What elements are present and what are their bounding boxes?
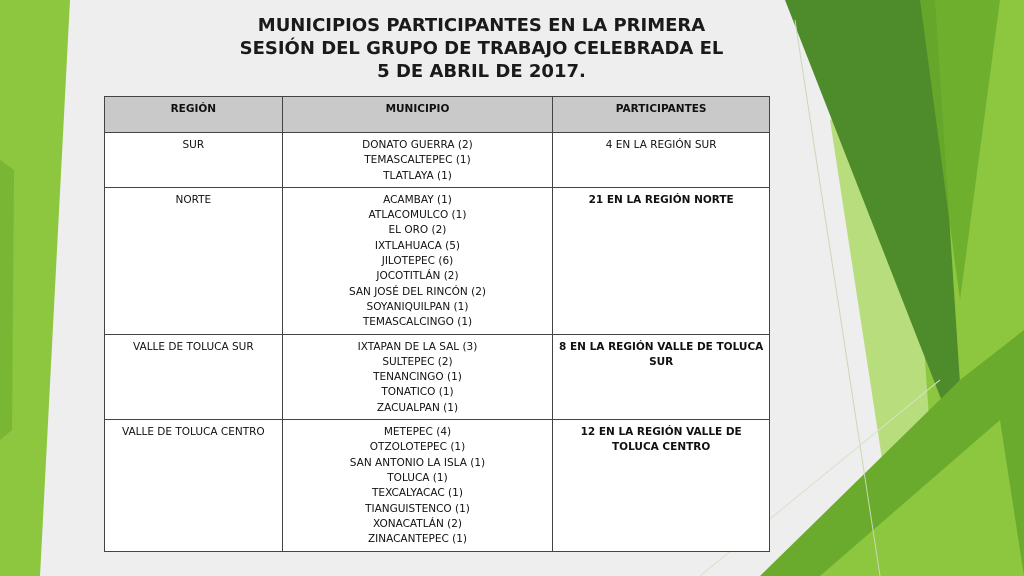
municipio-item: ATLACOMULCO (1) <box>368 209 467 222</box>
municipio-item: DONATO GUERRA (2) <box>362 139 473 151</box>
municipio-item: ACAMBAY (1) <box>383 193 452 206</box>
table-row <box>105 420 770 552</box>
region-cell: VALLE DE TOLUCA CENTRO <box>105 420 283 552</box>
municipio-cell <box>282 334 553 419</box>
participantes-cell: 4 EN LA REGIÓN SUR <box>553 133 770 188</box>
participantes-cell: 12 EN LA REGIÓN VALLE DE TOLUCA CENTRO <box>553 420 770 552</box>
municipio-item: OTZOLOTEPEC (1) <box>369 441 466 454</box>
municipio-item: ZINACANTEPEC (1) <box>367 533 468 546</box>
municipio-cell <box>282 187 553 334</box>
municipio-item: JOCOTITLÁN (2) <box>376 270 459 283</box>
page-title <box>200 14 763 83</box>
region-cell: SUR <box>105 133 283 188</box>
municipio-item: SULTEPEC (2) <box>382 355 453 368</box>
participants-table <box>104 96 770 552</box>
municipio-item: TENANCINGO (1) <box>373 371 462 384</box>
participantes-cell: 8 EN LA REGIÓN VALLE DE TOLUCA SUR <box>553 334 770 419</box>
municipio-cell <box>282 420 553 552</box>
municipio-item: TOLUCA (1) <box>387 471 448 484</box>
municipio-item: SAN JOSÉ DEL RINCÓN (2) <box>348 285 487 298</box>
title-line: 5 DE ABRIL DE 2017. <box>377 61 586 82</box>
municipio-item: TEMASCALCINGO (1) <box>362 316 473 329</box>
municipio-item: TIANGUISTENCO (1) <box>365 502 470 515</box>
municipio-item: IXTAPAN DE LA SAL (3) <box>357 340 478 353</box>
municipio-item: SOYANIQUILPAN (1) <box>366 300 469 313</box>
municipio-item: SAN ANTONIO LA ISLA (1) <box>349 456 486 469</box>
municipio-item: IXTLAHUACA (5) <box>374 239 461 252</box>
municipio-item: TONATICO (1) <box>381 386 454 399</box>
left-dark-strip <box>0 160 14 440</box>
header-municipio: MUNICIPIO <box>282 97 553 133</box>
region-cell: NORTE <box>105 187 283 334</box>
table-row <box>105 187 770 334</box>
table-row <box>105 133 770 188</box>
municipio-item: EL ORO (2) <box>388 224 447 237</box>
participantes-cell: 21 EN LA REGIÓN NORTE <box>553 187 770 334</box>
table-row <box>105 334 770 419</box>
title-line: SESIÓN DEL GRUPO DE TRABAJO CELEBRADA EL <box>239 38 724 59</box>
municipio-item: TLATLAYA (1) <box>383 169 452 182</box>
municipio-cell <box>282 133 553 188</box>
municipio-item: JILOTEPEC (6) <box>381 255 454 268</box>
municipio-item: METEPEC (4) <box>383 426 452 439</box>
region-cell: VALLE DE TOLUCA SUR <box>105 334 283 419</box>
municipio-item: TEXCALYACAC (1) <box>372 487 463 500</box>
municipio-item: ZACUALPAN (1) <box>376 401 459 414</box>
table-header-row <box>105 97 770 133</box>
municipio-item: TEMASCALTEPEC (1) <box>364 154 471 167</box>
header-region: REGIÓN <box>105 97 283 133</box>
header-participantes: PARTICIPANTES <box>553 97 770 133</box>
title-line: MUNICIPIOS PARTICIPANTES EN LA PRIMERA <box>257 15 706 36</box>
municipio-item: XONACATLÁN (2) <box>372 517 463 530</box>
